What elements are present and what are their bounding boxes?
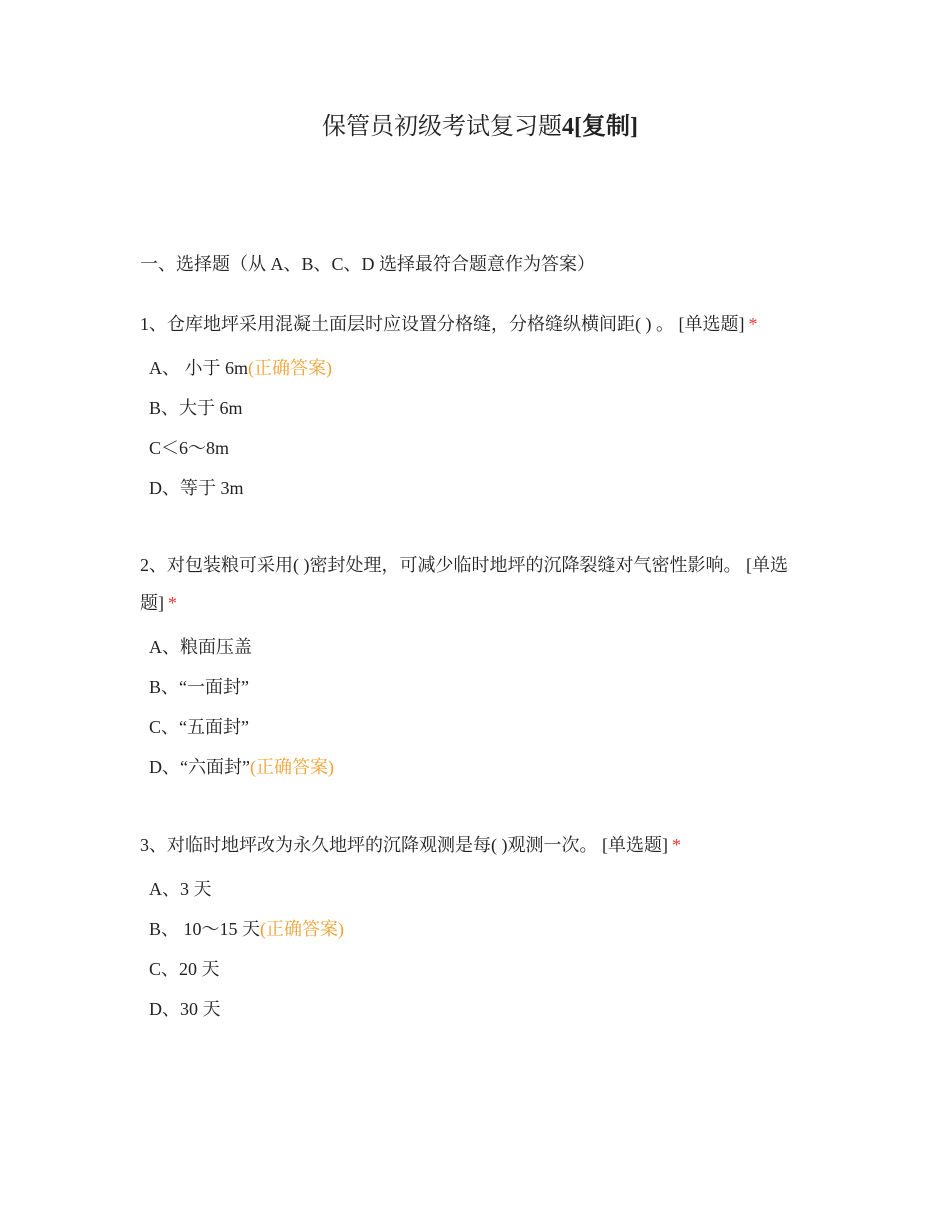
required-mark: *: [168, 593, 177, 613]
page-title: [140, 111, 820, 143]
question-text: [140, 546, 820, 622]
option-label: A、粮面压盖: [149, 637, 252, 657]
title-text: 保管员初级考试复习题: [322, 114, 562, 140]
correct-answer-tag: (正确答案): [260, 919, 345, 939]
section-heading: 一、选择题（从 A、B、C、D 选择最符合题意作为答案）: [140, 254, 596, 274]
options-list: [140, 355, 820, 515]
required-mark: *: [671, 835, 681, 855]
option-label: A、3 天: [149, 879, 212, 899]
option-label: B、“一面封”: [149, 677, 249, 697]
question-text: [140, 826, 820, 864]
option-a[interactable]: [140, 355, 820, 395]
option-label: A、 小于 6m: [149, 358, 248, 378]
option-label: D、“六面封”: [149, 757, 250, 777]
question-text: [140, 305, 820, 343]
question-3: [140, 826, 820, 1036]
question-1-text: 1、仓库地坪采用混凝土面层时应设置分格缝，分格缝纵横间距( ) 。 [单选题]: [140, 314, 745, 334]
options-list: [140, 876, 820, 1036]
option-d[interactable]: [140, 754, 820, 794]
option-label: D、等于 3m: [149, 478, 244, 498]
question-3-text: 3、对临时地坪改为永久地坪的沉降观测是每( )观测一次。 [单选题]: [140, 835, 668, 855]
option-a[interactable]: [140, 634, 820, 674]
option-b[interactable]: [140, 395, 820, 435]
option-c[interactable]: [140, 435, 820, 475]
correct-answer-tag: (正确答案): [249, 757, 334, 777]
question-2: [140, 546, 820, 794]
option-label: C＜6～8m: [149, 438, 230, 458]
question-2-text: 2、对包装粮可采用( )密封处理，可减少临时地坪的沉降裂缝对气密性影响。 [单选题]: [140, 555, 788, 613]
option-label: C、20 天: [149, 959, 220, 979]
question-1: [140, 305, 820, 515]
option-label: B、 10～15 天: [149, 919, 261, 939]
option-d[interactable]: [140, 475, 820, 515]
option-d[interactable]: [140, 996, 820, 1036]
option-label: C、“五面封”: [149, 717, 249, 737]
required-mark: *: [748, 314, 758, 334]
option-label: B、大于 6m: [149, 398, 243, 418]
title-suffix: 4[复制]: [562, 114, 638, 140]
option-a[interactable]: [140, 876, 820, 916]
option-b[interactable]: [140, 674, 820, 714]
option-label: D、30 天: [149, 999, 221, 1019]
option-c[interactable]: [140, 714, 820, 754]
option-c[interactable]: [140, 956, 820, 996]
correct-answer-tag: (正确答案): [248, 358, 332, 378]
option-b[interactable]: [140, 916, 820, 956]
options-list: [140, 634, 820, 794]
